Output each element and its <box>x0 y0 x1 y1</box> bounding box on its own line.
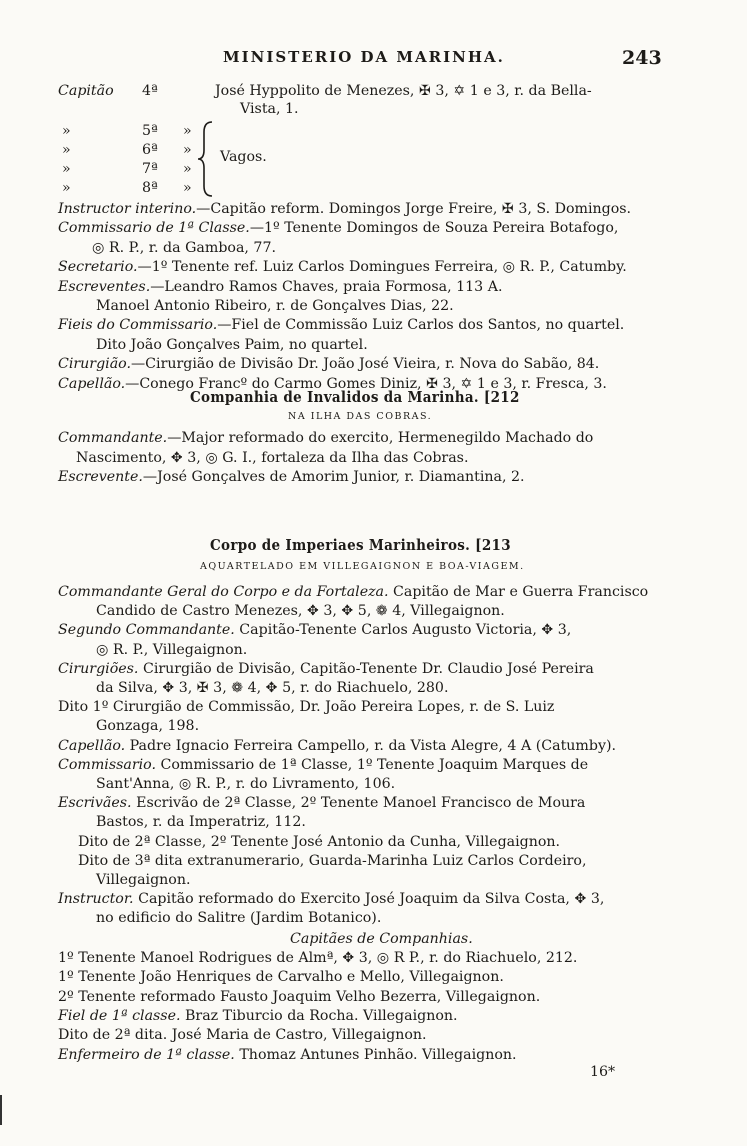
list-item <box>58 468 525 486</box>
entry-text: Dito de 3ª dita extranumerario, Guarda-Marinha Luiz Carlos Cordeiro, <box>78 852 587 869</box>
entry-label: Segundo Commandante. <box>58 622 235 639</box>
company-number: 7ª <box>142 161 158 177</box>
list-item <box>96 717 199 735</box>
entry-text: —Conego Francº do Carmo Gomes Diniz, ✠ 3, ✡ 1 e 3, r. Fresca, 3. <box>125 375 607 392</box>
list-item <box>58 988 540 1006</box>
list-item <box>58 1046 517 1064</box>
entry-text: 2º Tenente reformado Fausto Joaquim Velho Bezerra, Villegaignon. <box>58 988 541 1005</box>
entry-label: Capellão. <box>58 375 126 392</box>
entry-text: Capitão reformado do Exercito José Joaquim da Silva Costa, ✥ 3, <box>133 891 605 908</box>
entry-text: —1º Tenente ref. Luiz Carlos Domingues Ferreira, ◎ R. P., Catumby. <box>137 259 627 276</box>
entry-text: Gonzaga, 198. <box>96 718 200 735</box>
list-item <box>58 583 648 601</box>
entry-label: Commissario de 1ª Classe. <box>58 220 250 237</box>
entry-text: Dito de 2ª Classe, 2º Tenente José Antonio da Cunha, Villegaignon. <box>78 833 561 850</box>
entry-label: Commandante Geral do Corpo e da Fortaleza. <box>58 584 389 600</box>
entry-label: Cirurgiões. <box>58 660 139 677</box>
list-item <box>58 200 631 218</box>
list-item <box>58 968 504 986</box>
rank-label: Capitão <box>58 83 114 99</box>
entry-text: Nascimento, ✥ 3, ◎ G. I., fortaleza da Ilha das Cobras. <box>76 449 469 466</box>
list-item <box>58 698 554 716</box>
ditto-mark: » <box>183 142 192 158</box>
entry-text: Bastos, r. da Imperatriz, 112. <box>96 814 306 831</box>
ditto-mark: » <box>62 180 71 196</box>
page-number: 243 <box>622 47 662 69</box>
entry-text: 1º Tenente João Henriques de Carvalho e Mello, Villegaignon. <box>58 969 504 986</box>
entry-text: da Silva, ✥ 3, ✠ 3, ❁ 4, ✥ 5, r. do Riachuelo, 280. <box>96 680 449 696</box>
list-item <box>58 1007 458 1025</box>
ditto-mark: » <box>183 123 192 139</box>
entry-text: —Cirurgião de Divisão Dr. João José Vieira, r. Nova do Sabão, 84. <box>130 356 600 373</box>
list-item <box>76 449 468 467</box>
list-item <box>58 278 502 296</box>
list-item <box>96 679 448 697</box>
entry-text: —Leandro Ramos Chaves, praia Formosa, 113 A. <box>150 278 503 295</box>
list-item <box>58 756 588 774</box>
entry-text: Padre Ignacio Ferreira Campello, r. da Vista Alegre, 4 A (Catumby). <box>125 737 617 754</box>
entry-text: Cirurgião de Divisão, Capitão-Tenente Dr. Claudio José Pereira <box>138 660 594 677</box>
entry-text: Dito de 2ª dita. José Maria de Castro, Villegaignon. <box>58 1027 427 1044</box>
entry-text: Manoel Antonio Ribeiro, r. de Gonçalves Dias, 22. <box>96 298 454 314</box>
list-item <box>58 316 624 334</box>
ditto-mark: » <box>62 123 71 139</box>
list-item <box>78 852 586 870</box>
list-item <box>96 297 454 315</box>
entry-label: Commissario. <box>58 756 156 773</box>
list-item <box>96 813 306 831</box>
entry-text: ◎ R. P., r. da Gamboa, 77. <box>92 239 276 256</box>
entry-text: Commissario de 1ª Classe, 1º Tenente Joaquim Marques de <box>155 756 589 773</box>
list-item <box>96 602 505 620</box>
entry-text: Braz Tiburcio da Rocha. Villegaignon. <box>180 1007 458 1024</box>
entry-text: —1º Tenente Domingos de Souza Pereira Botafogo, <box>249 220 619 237</box>
section-subtitle: AQUARTELADO EM VILLEGAIGNON E BOA-VIAGEM. <box>200 561 525 572</box>
company-number: 4ª <box>142 83 158 99</box>
captain-entry: José Hyppolito de Menezes, ✠ 3, ✡ 1 e 3, r. da Bella- <box>215 83 592 99</box>
list-item <box>58 621 571 639</box>
section-subtitle: NA ILHA DAS COBRAS. <box>288 411 433 422</box>
entry-text: —José Gonçalves de Amorim Junior, r. Diamantina, 2. <box>142 469 525 485</box>
list-item <box>58 737 616 755</box>
entry-label: Secretario. <box>58 259 138 276</box>
entry-label: Escreventes. <box>58 278 151 295</box>
entry-text: Thomaz Antunes Pinhão. Villegaignon. <box>234 1046 517 1063</box>
entry-label: Escrivães. <box>58 795 132 812</box>
list-item <box>78 833 560 851</box>
entry-text: Dito João Gonçalves Paim, no quartel. <box>96 336 368 353</box>
list-item <box>58 794 585 812</box>
entry-text: Candido de Castro Menezes, ✥ 3, ✥ 5, ❁ 4, Villegaignon. <box>96 603 505 620</box>
page-edge <box>0 1095 2 1125</box>
entry-text: no edificio do Salitre (Jardim Botanico). <box>96 910 382 927</box>
section-title: Corpo de Imperiaes Marinheiros. [213 <box>210 536 511 554</box>
list-item <box>58 660 594 678</box>
entry-label: Fiel de 1ª classe. <box>58 1007 181 1024</box>
entry-text: Capitão-Tenente Carlos Augusto Victoria, ✥ 3, <box>234 622 572 639</box>
list-item <box>58 258 627 276</box>
list-item <box>58 355 599 373</box>
entry-label: Capellão. <box>58 737 126 754</box>
entry-text: Escrivão de 2ª Classe, 2º Tenente Manoel Francisco de Moura <box>131 795 586 812</box>
list-item <box>96 641 247 659</box>
list-item <box>58 1026 427 1044</box>
entry-label: Enfermeiro de 1ª classe. <box>58 1046 235 1063</box>
list-item <box>96 871 191 889</box>
entry-text: 1º Tenente Manoel Rodrigues de Almª, ✥ 3, ◎ R P., r. do Riachuelo, 212. <box>58 950 578 966</box>
list-item <box>58 429 593 447</box>
vacant-label: Vagos. <box>220 149 267 165</box>
ditto-mark: » <box>183 180 192 196</box>
entry-label: Instructor interino. <box>58 201 197 217</box>
list-item <box>96 909 381 927</box>
entry-label: Instructor. <box>58 891 134 908</box>
entry-label: Commandante. <box>58 430 168 446</box>
subsection-title: Capitães de Companhias. <box>290 931 473 947</box>
company-number: 8ª <box>142 180 158 196</box>
brace-icon <box>198 120 218 198</box>
entry-text: —Capitão reform. Domingos Jorge Freire, ✠ 3, S. Domingos. <box>196 201 632 217</box>
entry-text: Sant'Anna, ◎ R. P., r. do Livramento, 106. <box>96 776 396 792</box>
ditto-mark: » <box>183 161 192 177</box>
captain-entry-cont: Vista, 1. <box>240 101 299 117</box>
entry-text: Dito 1º Cirurgião de Commissão, Dr. João Pereira Lopes, r. de S. Luiz <box>58 699 555 716</box>
company-number: 6ª <box>142 142 158 158</box>
entry-text: Capitão de Mar e Guerra Francisco <box>388 584 649 600</box>
list-item <box>58 890 604 908</box>
ditto-mark: » <box>62 161 71 177</box>
company-number: 5ª <box>142 123 158 139</box>
section-title: Companhia de Invalidos da Marinha. [212 <box>190 388 520 406</box>
list-item <box>58 949 577 967</box>
entry-label: Escrevente. <box>58 469 143 485</box>
entry-label: Cirurgião. <box>58 356 131 373</box>
signature-mark: 16* <box>590 1064 616 1080</box>
ditto-mark: » <box>62 142 71 158</box>
entry-label: Fieis do Commissario. <box>58 317 218 334</box>
list-item <box>96 775 395 793</box>
entry-text: Villegaignon. <box>96 872 191 888</box>
entry-text: ◎ R. P., Villegaignon. <box>96 641 248 658</box>
list-item <box>96 336 368 354</box>
list-item <box>58 219 618 237</box>
list-item <box>92 239 276 257</box>
running-header: MINISTERIO DA MARINHA. <box>223 48 505 66</box>
entry-text: —Major reformado do exercito, Hermenegildo Machado do <box>167 430 594 446</box>
entry-text: —Fiel de Commissão Luiz Carlos dos Santos, no quartel. <box>217 317 625 334</box>
